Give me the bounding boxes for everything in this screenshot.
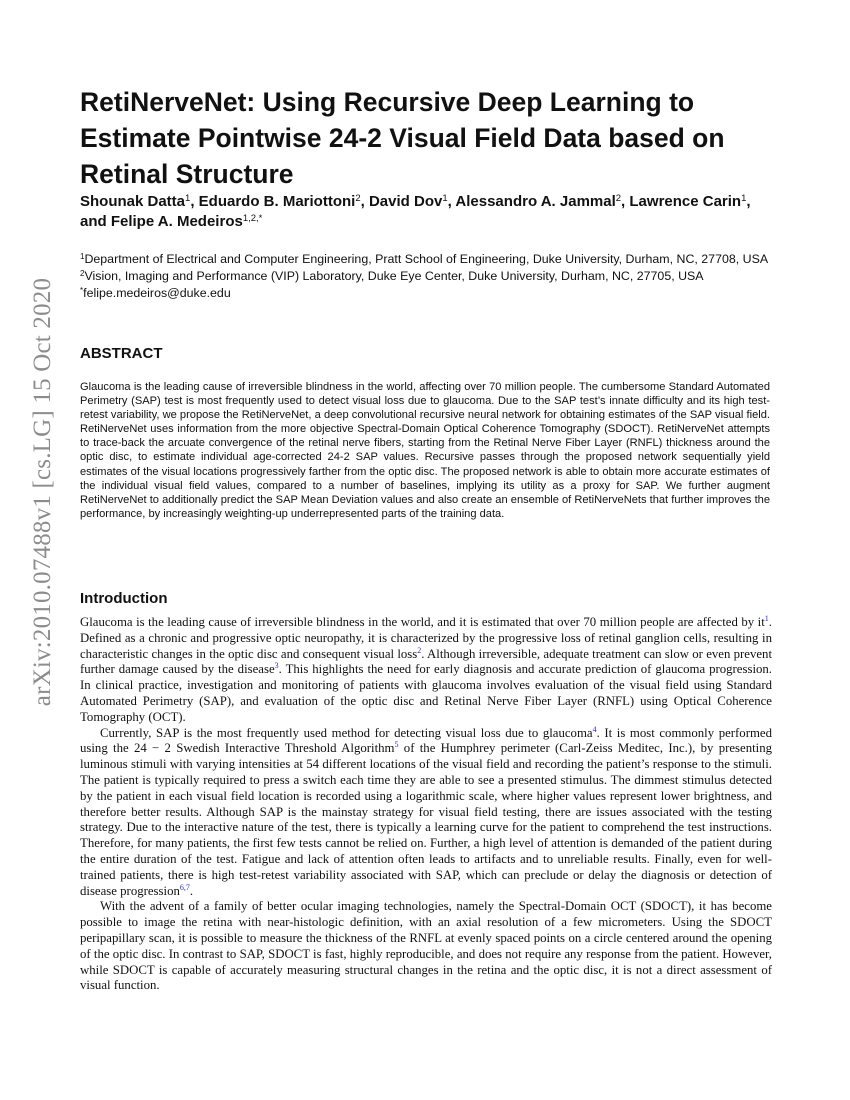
author-name: Alessandro A. Jammal bbox=[455, 193, 616, 210]
arxiv-identifier bbox=[17, 277, 69, 707]
author-separator: , bbox=[447, 193, 456, 210]
author-name: Felipe A. Medeiros bbox=[110, 213, 243, 230]
author-separator: , bbox=[621, 193, 630, 210]
paragraph-text: . bbox=[189, 883, 194, 898]
citation-link[interactable]: 5 bbox=[394, 740, 399, 750]
author-affiliation-mark: 1 bbox=[741, 193, 747, 204]
author-affiliation-mark: 2 bbox=[615, 193, 622, 204]
introduction-paragraph bbox=[80, 726, 772, 900]
introduction-heading: Introduction bbox=[80, 590, 168, 607]
affiliation-mark: 2 bbox=[80, 269, 85, 278]
introduction-paragraph bbox=[80, 899, 772, 994]
author-name: Eduardo B. Mariottoni bbox=[198, 193, 356, 210]
affiliation-item bbox=[80, 268, 780, 285]
paragraph-text: With the advent of a family of better ocular imaging technologies, namely the Spectral-Domain OCT (SDOCT), it has become possible to image the retina with near-histologic definition, with an axial resolution of a few micrometers. Using the SDOCT peripapillary scan, it is possible to measure the thickness of the RNFL at evenly spaced points on a circle centered around the opening of the optic disc. In contrast to SAP, SDOCT is fast, highly reproducible, and does not require any response from the patient. However, while SDOCT is capable of accurately measuring structural changes in the retina and the optic disc, it is not a direct assessment of visual function. bbox=[80, 899, 772, 993]
arxiv-identifier-text: arXiv:2010.07488v1 [cs.LG] 15 Oct 2020 bbox=[29, 277, 56, 707]
author-separator: , and bbox=[80, 193, 751, 230]
introduction-paragraph bbox=[80, 615, 772, 726]
author-affiliation-mark: 1,2,* bbox=[242, 213, 263, 224]
affiliation-text: Vision, Imaging and Performance (VIP) Laboratory, Duke Eye Center, Duke University, Durham, NC, 27705, USA bbox=[84, 269, 704, 283]
paragraph-text: . Defined as a chronic and progressive optic neuropathy, it is characterized by the progressive loss of retinal ganglion cells, resulting in characteristic changes in the optic disc and consequent visual loss bbox=[80, 615, 772, 661]
paragraph-text: Glaucoma is the leading cause of irreversible blindness in the world, and it is estimated that over 70 million people are affected by it bbox=[80, 615, 765, 629]
paragraph-text: Currently, SAP is the most frequently used method for detecting visual loss due to glaucoma bbox=[100, 725, 593, 740]
author-affiliation-mark: 1 bbox=[185, 193, 191, 204]
paper-title: RetiNerveNet: Using Recursive Deep Learning to Estimate Pointwise 24-2 Visual Field Data based on Retinal Structure bbox=[80, 87, 725, 189]
abstract-body: Glaucoma is the leading cause of irreversible blindness in the world, affecting over 70 million people. The cumbersome Standard Automated Perimetry (SAP) test is most frequently used to detect visual loss due to glaucoma. Due to the SAP test’s innate difficulty and its high test-retest variability, we propose the RetiNerveNet, a deep convolutional recursive neural network for obtaining estimates of the SAP visual field. RetiNerveNet uses information from the more objective Spectral-Domain Optical Coherence Tomography (SDOCT). RetiNerveNet attempts to trace-back the arcuate convergence of the retinal nerve fibers, starting from the Retinal Nerve Fiber Layer (RNFL) thickness around the optic disc, to estimate individual age-corrected 24-2 SAP values. Recursive passes through the proposed network sequentially yield estimates of the visual locations progressively farther from the optic disc. The proposed network is able to obtain more accurate estimates of the individual visual field values, compared to a number of baselines, implying its utility as a proxy for SAP. We further augment RetiNerveNet to additionally predict the SAP Mean Deviation values and also create an ensemble of RetiNerveNets that further improves the performance, by increasingly weighting-up underrepresented parts of the training data. bbox=[80, 381, 770, 520]
introduction-body bbox=[80, 615, 772, 994]
author-name: David Dov bbox=[368, 193, 443, 210]
paragraph-text: . It is most commonly performed using the 24 − 2 Swedish Interactive Threshold Algorithm bbox=[80, 725, 772, 756]
affiliation-list bbox=[80, 251, 780, 302]
affiliation-item bbox=[80, 285, 780, 302]
affiliation-item bbox=[80, 251, 780, 268]
citation-link[interactable]: 6,7 bbox=[179, 882, 190, 892]
paragraph-text: of the Humphrey perimeter (Carl-Zeiss Meditec, Inc.), by presenting luminous stimuli with varying intensities at 54 different locations of the visual field and recording the patient’s response to the stimuli. The patient is typically required to press a switch each time they are able to see a presented stimulus. The dimmest stimulus detected by the patient in each visual field location is recorded using a logarithmic scale, where higher values represent lower brightness, and therefore better results. Although SAP is the mainstay strategy for visual field testing, there are issues associated with the testing strategy. Due to the interactive nature of the test, there is typically a learning curve for the patient to comprehend the test instructions. Therefore, for many patients, the first few tests cannot be relied on. Further, a high level of attention is demanded of the patient during the entire duration of the test. Fatigue and lack of attention often leads to artifacts and to unreliable results. Finally, even for well-trained patients, there is high test-retest variability associated with SAP, which can preclude or delay the diagnosis or detection of disease progression bbox=[80, 741, 773, 898]
paragraph-text: . This highlights the need for early diagnosis and accurate prediction of glaucoma progression. In clinical practice, investigation and monitoring of patients with glaucoma involves evaluation of the visual field using Standard Automated Perimetry (SAP), and evaluation of the optic disc and Retinal Nerve Fiber Layer (RNFL) using Optical Coherence Tomography (OCT). bbox=[80, 662, 773, 724]
citation-link[interactable]: 4 bbox=[592, 724, 597, 734]
author-list bbox=[80, 192, 780, 232]
affiliation-text: felipe.medeiros@duke.edu bbox=[83, 286, 231, 300]
author-separator: , bbox=[360, 193, 369, 210]
author-affiliation-mark: 2 bbox=[355, 193, 361, 204]
abstract-heading: ABSTRACT bbox=[80, 345, 163, 362]
affiliation-mark: 1 bbox=[80, 252, 85, 261]
author-affiliation-mark: 1 bbox=[442, 193, 448, 204]
paragraph-text: . Although irreversible, adequate treatment can slow or even prevent further damage caused by the disease bbox=[80, 646, 773, 677]
citation-link[interactable]: 2 bbox=[417, 645, 422, 655]
author-name: Shounak Datta bbox=[80, 193, 186, 210]
affiliation-mark: * bbox=[80, 286, 84, 295]
author-separator: , bbox=[190, 193, 199, 210]
citation-link[interactable]: 3 bbox=[274, 661, 279, 671]
affiliation-text: Department of Electrical and Computer Engineering, Pratt School of Engineering, Duke University, Durham, NC, 27708, USA bbox=[84, 252, 769, 266]
author-name: Lawrence Carin bbox=[629, 193, 742, 210]
citation-link[interactable]: 1 bbox=[764, 614, 769, 623]
